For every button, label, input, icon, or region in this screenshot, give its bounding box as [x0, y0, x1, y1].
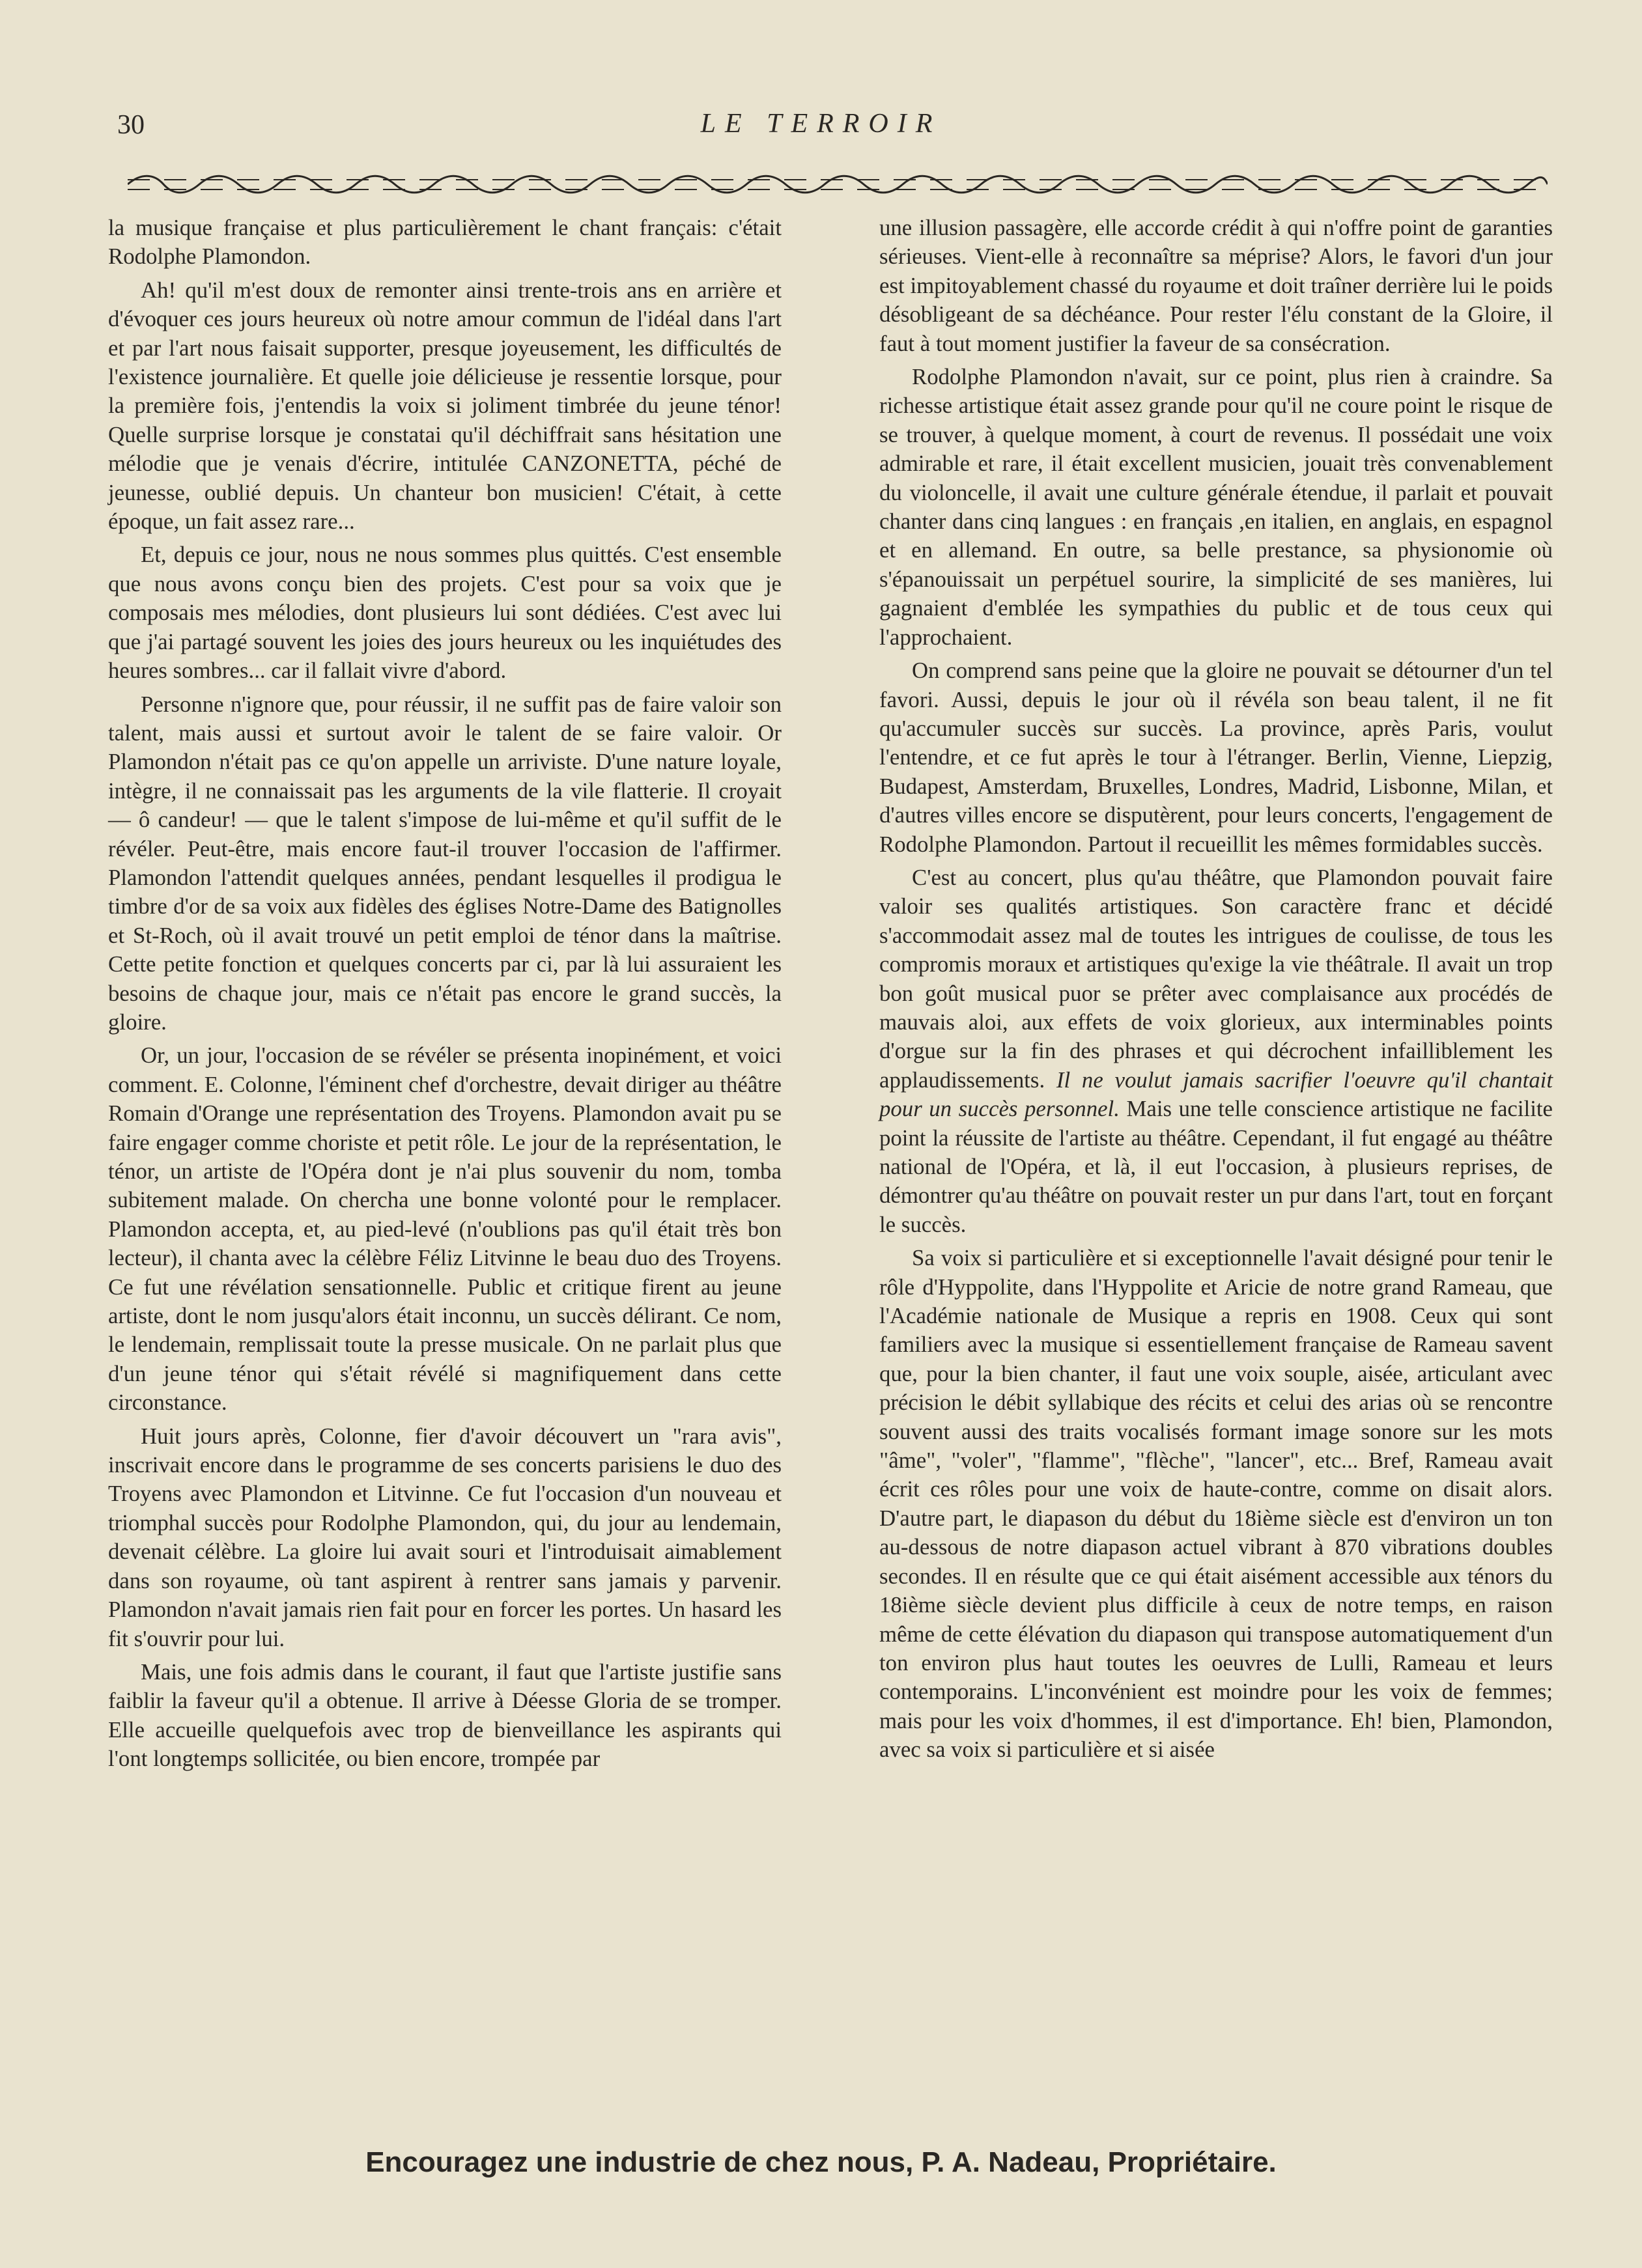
left-text-column — [108, 214, 782, 1774]
scrollwork-rule-ornament — [128, 171, 1548, 198]
page-number: 30 — [117, 110, 145, 140]
paragraph: Personne n'ignore que, pour réussir, il ne suffit pas de faire valoir son talent, mais aussi et surtout avoir le talent de se faire valoir. Or Plamondon n'était pas ce qu'on appelle un arriviste. D'une nature loyale, intègre, il ne connaissait pas les arguments de la vile flatterie. Il croyait — ô candeur! — que le talent s'impose de lui-même et qu'il suffit de le révéler. Peut-être, mais encore faut-il trouver l'occasion de l'affirmer. Plamondon l'attendit quelques années, pendant lesquelles il prodigua le timbre d'or de sa voix aux fidèles des églises Notre-Dame des Batignolles et St-Roch, où il avait trouvé un petit emploi de ténor dans la maîtrise. Cette petite fonction et quelques concerts par ci, par là lui assuraient les besoins de chaque jour, mais ce n'était pas encore le grand succès, la gloire. — [108, 691, 782, 1035]
paragraph: On comprend sans peine que la gloire ne pouvait se détourner d'un tel favori. Aussi, depuis le jour où il révéla son beau talent, il ne fit qu'accumuler succès sur succès. La province, après Paris, voulut l'entendre, et ce fut après le tour à l'étranger. Berlin, Vienne, Liepzig, Budapest, Amsterdam, Bruxelles, Londres, Madrid, Lisbonne, Milan, et d'autres villes encore se disputèrent, pour leurs concerts, l'engagement de Rodolphe Plamondon. Partout il recueillit les mêmes formidables succès. — [879, 658, 1553, 857]
paragraph: Ah! qu'il m'est doux de remonter ainsi trente-trois ans en arrière et d'évoquer ces jours heureux où notre amour commun de l'idéal dans l'art et par l'art nous faisait supporter, presque joyeusement, les difficultés de l'existence journalière. Et quelle joie délicieuse je ressentie lorsque, pour la première fois, j'entendis la voix si joliment timbrée du jeune ténor! Quelle surprise lorsque je constatai qu'il déchiffrait sans hésitation une mélodie que je venais d'écrire, intitulée CANZONETTA, péché de jeunesse, oublié depuis. Un chanteur bon musicien! C'était, à cette époque, un fait assez rare... — [108, 277, 782, 535]
paragraph-text: C'est au concert, plus qu'au théâtre, que Plamondon pouvait faire valoir ses qualités artistiques. Son caractère franc et décidé s'accommodait assez mal de toutes les intrigues de coulisse, de tous les compromis moraux et artistiques qu'exige la vie théâtrale. Il avait un trop bon goût musical puor se prêter avec complaisance aux procédés de mauvais aloi, aux effets de voix glorieux, aux interminables points d'orgue sur la fin des phrases et qui décrochent infailliblement les applaudissements. — [879, 864, 1553, 1093]
right-text-column — [879, 214, 1553, 1765]
running-title: LE TERROIR — [700, 109, 942, 139]
paragraph-text: Mais une telle conscience artistique ne facilite point la réussite de l'artiste au théâtre. Cependant, il fut engagé au théâtre national de l'Opéra, et là, il eut l'occasion, à plusieurs reprises, de démontrer qu'au théâtre on pouvait rester un pur dans l'art, tout en forçant le succès. — [879, 1096, 1553, 1237]
paragraph: Mais, une fois admis dans le courant, il faut que l'artiste justifie sans faiblir la faveur qu'il a obtenue. Il arrive à Déesse Gloria de se tromper. Elle accueille quelquefois avec trop de bienveillance les aspirants qui l'ont longtemps sollicitée, ou bien encore, trompée par — [108, 1659, 782, 1772]
paragraph: Or, un jour, l'occasion de se révéler se présenta inopinément, et voici comment. E. Colonne, l'éminent chef d'orchestre, devait diriger au théâtre Romain d'Orange une représentation des Troyens. Plamondon avait pu se faire engager comme choriste et petit rôle. Le jour de la représentation, le ténor, un artiste de l'Opéra dont je n'ai plus souvenir du nom, tomba subitement malade. On chercha une bonne volonté pour le remplacer. Plamondon accepta, et, au pied-levé (n'oublions pas qu'il était très bon lecteur), il chanta avec la célèbre Féliz Litvinne le beau duo des Troyens. Ce fut une révélation sensationnelle. Public et critique firent au jeune artiste, dont le nom jusqu'alors était inconnu, un succès délirant. Ce nom, le lendemain, remplissait toute la presse musicale. On ne parlait plus que d'un jeune ténor qui s'était révélé si magnifiquement dans cette circonstance. — [108, 1043, 782, 1416]
paragraph: Huit jours après, Colonne, fier d'avoir découvert un "rara avis", inscrivait encore dans le programme de ses concerts parisiens le duo des Troyens avec Plamondon et Litvinne. Ce fut l'occasion d'un nouveau et triomphal succès pour Rodolphe Plamondon, qui, du jour au lendemain, devenait célèbre. La gloire lui avait souri et l'introduisait aimablement dans son royaume, où tant aspirent à rentrer sans jamais y parvenir. Plamondon n'avait jamais rien fait pour en forcer les portes. Un hasard les fit s'ouvrir pour lui. — [108, 1423, 782, 1651]
italic-passage: Il ne voulut jamais sacrifier l'oeuvre qu'il chantait pour un succès personnel. — [879, 1067, 1553, 1122]
footer-advertisement: Encouragez une industrie de chez nous, P. A. Nadeau, Propriétaire. — [365, 2146, 1277, 2178]
paragraph: Et, depuis ce jour, nous ne nous sommes plus quittés. C'est ensemble que nous avons conçu bien des projets. C'est pour sa voix que je composais mes mélodies, dont plusieurs lui sont dédiées. C'est avec lui que j'ai partagé souvent les joies des jours heureux ou les inquiétudes des heures sombres... car il fallait vivre d'abord. — [108, 542, 782, 684]
paragraph: une illusion passagère, elle accorde crédit à qui n'offre point de garanties sérieuses. Vient-elle à reconnaître sa méprise? Alors, le favori d'un jour est impitoyablement chassé du royaume et doit traîner derrière lui le poids désobligeant de sa déchéance. Pour rester l'élu constant de la Gloire, il faut à tout moment justifier la faveur de sa consécration. — [879, 215, 1553, 356]
paragraph: la musique française et plus particulièrement le chant français: c'était Rodolphe Plamondon. — [108, 215, 782, 270]
paragraph: Sa voix si particulière et si exceptionnelle l'avait désigné pour tenir le rôle d'Hyppolite, dans l'Hyppolite et Aricie de notre grand Rameau, que l'Académie nationale de Musique a repris en 1908. Ceux qui sont familiers avec la musique si essentiellement française de Rameau savent que, pour la bien chanter, il faut une voix souple, aisée, articulant avec précision le débit syllabique des récits et celui des arias où se rencontre souvent aussi des traits vocalisés formant image sonore sur les mots "âme", "voler", "flamme", "flèche", "lancer", etc... Bref, Rameau avait écrit ces rôles pour une voix de haute-contre, comme on disait alors. D'autre part, le diapason du début du 18ième siècle est d'environ un ton au-dessous de notre diapason actuel vibrant à 870 vibrations doubles secondes. Il en résulte que ce qui était aisément accessible aux ténors du 18ième siècle devient plus difficile à ceux de notre temps, en raison même de cette élévation du diapason qui transpose automatiquement d'un ton environ plus haut toutes les oeuvres de Lulli, Rameau et leurs contemporains. L'inconvénient est moindre pour les voix de femmes; mais pour les voix d'hommes, il est d'importance. Eh! bien, Plamondon, avec sa voix si particulière et si aisée — [879, 1245, 1553, 1763]
paragraph: Rodolphe Plamondon n'avait, sur ce point, plus rien à craindre. Sa richesse artistique était assez grande pour qu'il ne coure point le risque de se trouver, à quelque moment, à court de revenus. Il possédait une voix admirable et rare, il était excellent musicien, jouait très convenablement du violoncelle, il avait une culture générale étendue, il parlait et pouvait chanter dans cinq langues : en français ,en italien, en anglais, en espagnol et en allemand. En outre, sa belle prestance, sa physionomie où s'épanouissait un perpétuel sourire, la simplicité de ses manières, lui gagnaient d'emblée les sympathies du public et de tous ceux qui l'approchaient. — [879, 364, 1553, 650]
paragraph — [879, 863, 1553, 1239]
